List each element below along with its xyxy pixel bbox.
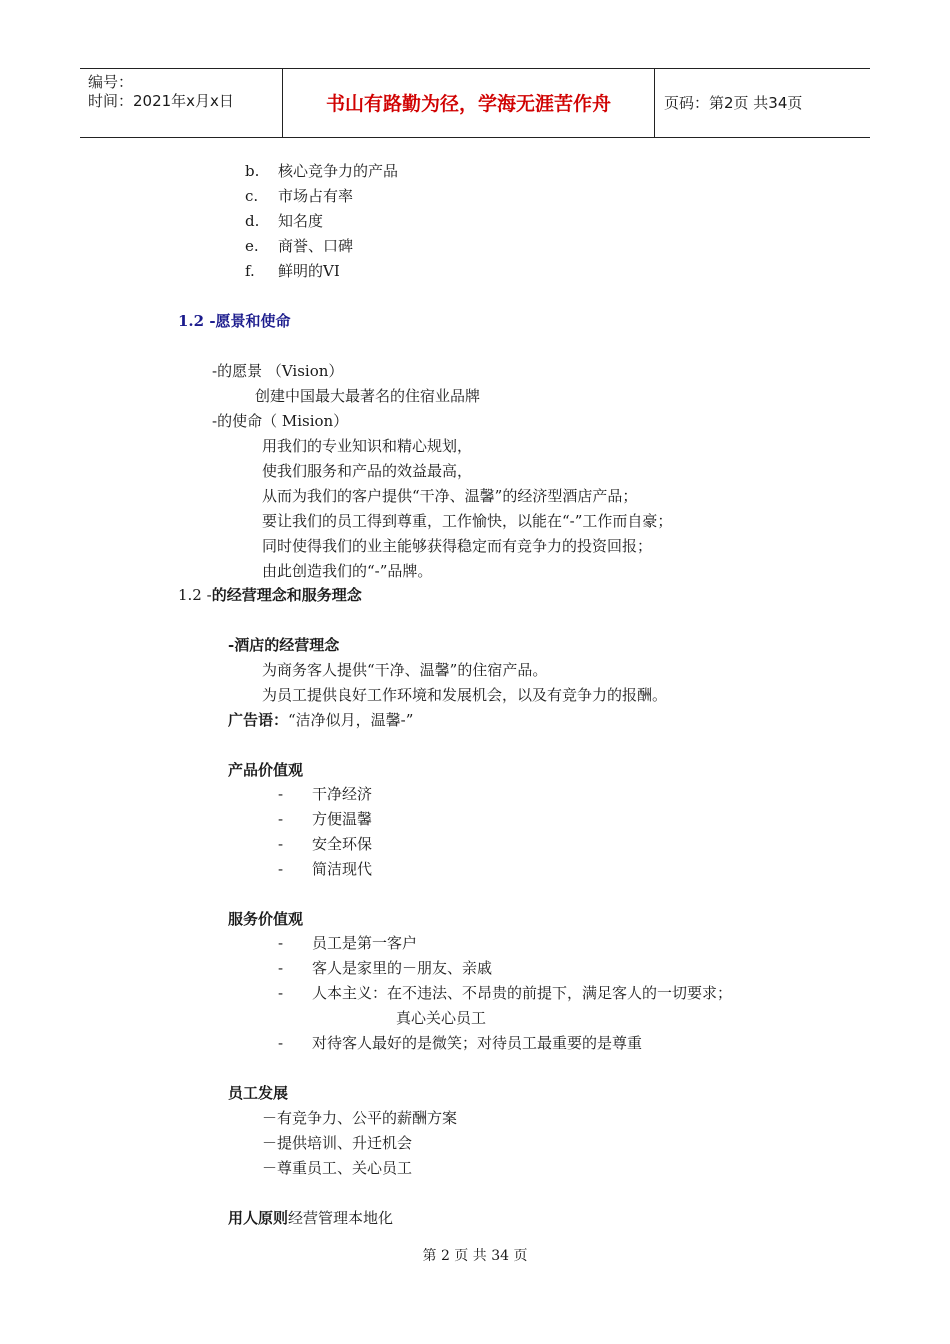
hiring-text: 经营管理本地化 [288,1209,394,1227]
list-marker: c. [245,187,259,205]
mission-line: 使我们服务和产品的效益最高， [262,462,473,480]
staff-development-heading: 员工发展 [228,1084,289,1102]
list-item: 对待客人最好的是微笑；对待员工最重要的是尊重 [312,1034,643,1052]
list-item: 简洁现代 [312,860,373,878]
mission-line: 同时使得我们的业主能够获得稳定而有竞争力的投资回报； [262,537,653,555]
list-item: －尊重员工、关心员工 [262,1159,413,1177]
service-values-heading: 服务价值观 [228,910,304,928]
list-item: 人本主义：在不违法、不昂贵的前提下，满足客人的一切要求； [312,984,733,1002]
hiring-label: 用人原则 [228,1209,289,1227]
list-item: 干净经济 [312,785,373,803]
page-header [80,68,870,138]
header-number-label: 编号： [88,73,134,91]
list-item: 方便温馨 [312,810,373,828]
list-item: 鲜明的VI [278,262,340,280]
section-heading-concept [178,585,362,605]
page-footer: 第 2 页 共 34 页 [422,1248,528,1264]
header-divider [654,69,655,137]
bullet-dash: - [278,835,284,853]
list-item: 员工是第一客户 [312,934,418,952]
advertising-slogan [228,710,413,730]
bullet-dash: - [278,785,284,803]
list-item-continuation: 真心关心员工 [396,1009,487,1027]
bullet-dash: - [278,1034,284,1052]
list-item: 安全环保 [312,835,373,853]
list-item: 客人是家里的－朋友、亲戚 [312,959,493,977]
list-marker: b. [245,162,260,180]
slogan-text: “洁净似月，温馨-” [288,711,414,729]
mission-line: 要让我们的员工得到尊重，工作愉快，以能在“-”工作而自豪； [262,512,673,530]
section-heading-number: 1.2 - [178,586,212,604]
header-time-label: 时间：2021年x月x日 [88,92,234,110]
list-marker: e. [245,237,259,255]
mission-label: -的使命（ Mision） [212,412,349,430]
bullet-dash: - [278,984,284,1002]
mission-line: 由此创造我们的“-”品牌。 [262,562,433,580]
bullet-dash: - [278,934,284,952]
hotel-concept-line: 为员工提供良好工作环境和发展机会，以及有竞争力的报酬。 [262,686,668,704]
list-item: 商誉、口碑 [278,237,354,255]
list-item: 核心竞争力的产品 [278,162,399,180]
section-heading-text: 的经营理念和服务理念 [211,586,362,604]
product-values-heading: 产品价值观 [228,761,304,779]
bullet-dash: - [278,860,284,878]
vision-text: 创建中国最大最著名的住宿业品牌 [255,387,481,405]
list-item: 知名度 [278,212,324,230]
hotel-concept-line: 为商务客人提供“干净、温馨”的住宿产品。 [262,661,548,679]
list-marker: f. [245,262,255,280]
header-page-label: 页码：第2页 共34页 [664,94,803,112]
list-marker: d. [245,212,260,230]
slogan-label: 广告语： [228,711,289,729]
section-heading-vision: 1.2 -愿景和使命 [178,312,291,330]
header-slogan: 书山有路勤为径，学海无涯苦作舟 [325,93,611,115]
bullet-dash: - [278,959,284,977]
list-item: 市场占有率 [278,187,354,205]
hotel-concept-heading: -酒店的经营理念 [228,636,340,654]
list-item: －提供培训、升迁机会 [262,1134,413,1152]
vision-label: -的愿景 （Vision） [212,362,344,380]
mission-line: 从而为我们的客户提供“干净、温馨”的经济型酒店产品； [262,487,638,505]
list-item: －有竞争力、公平的薪酬方案 [262,1109,458,1127]
hiring-principle [228,1208,393,1228]
mission-line: 用我们的专业知识和精心规划， [262,437,473,455]
bullet-dash: - [278,810,284,828]
